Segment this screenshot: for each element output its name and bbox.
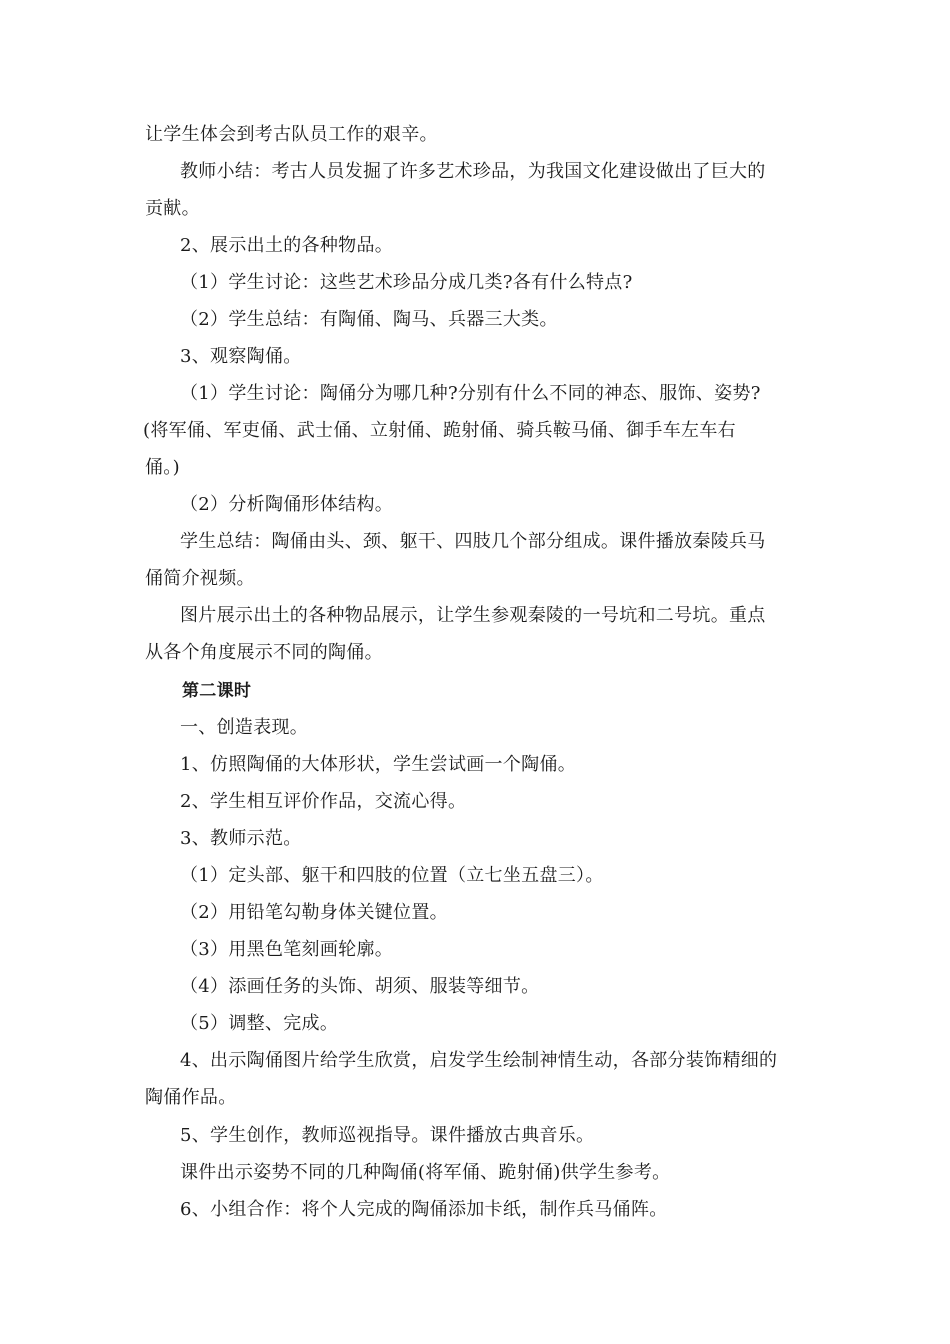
paragraph-line: 4、出示陶俑图片给学生欣赏，启发学生绘制神情生动，各部分装饰精细的 bbox=[180, 1050, 778, 1071]
paragraph-line: 1、仿照陶俑的大体形状，学生尝试画一个陶俑。 bbox=[180, 754, 577, 775]
paragraph-line: （3）用黑色笔刻画轮廓。 bbox=[180, 939, 394, 960]
paragraph-line: (将军俑、军吏俑、武士俑、立射俑、跪射俑、骑兵鞍马俑、御手车左车右 bbox=[143, 420, 736, 441]
paragraph-line: （2）用铅笔勾勒身体关键位置。 bbox=[180, 902, 448, 923]
paragraph-line: 2、学生相互评价作品，交流心得。 bbox=[180, 791, 467, 812]
paragraph-line: 贡献。 bbox=[145, 198, 200, 219]
paragraph-line: 让学生体会到考古队员工作的艰辛。 bbox=[145, 124, 438, 145]
paragraph-line: （1）定头部、躯干和四肢的位置（立七坐五盘三）。 bbox=[180, 865, 604, 886]
paragraph-line: （2）分析陶俑形体结构。 bbox=[180, 494, 394, 515]
paragraph-line: 学生总结：陶俑由头、颈、躯干、四肢几个部分组成。课件播放秦陵兵马 bbox=[180, 531, 766, 552]
paragraph-line: 教师小结：考古人员发掘了许多艺术珍品，为我国文化建设做出了巨大的 bbox=[180, 161, 766, 182]
paragraph-line: 课件出示姿势不同的几种陶俑(将军俑、跪射俑)供学生参考。 bbox=[180, 1162, 671, 1183]
paragraph-line: 2、展示出土的各种物品。 bbox=[180, 235, 394, 256]
paragraph-line: 陶俑作品。 bbox=[145, 1087, 237, 1108]
paragraph-line: 5、学生创作，教师巡视指导。课件播放古典音乐。 bbox=[180, 1125, 595, 1146]
paragraph-line: 俑。) bbox=[145, 457, 180, 478]
paragraph-line: 一、创造表现。 bbox=[180, 717, 309, 738]
paragraph-line: （1）学生讨论：陶俑分为哪几种?分别有什么不同的神态、服饰、姿势? bbox=[180, 383, 761, 404]
paragraph-line: 6、小组合作：将个人完成的陶俑添加卡纸，制作兵马俑阵。 bbox=[180, 1199, 668, 1220]
paragraph-line: （4）添画任务的头饰、胡须、服装等细节。 bbox=[180, 976, 540, 997]
paragraph-line: 从各个角度展示不同的陶俑。 bbox=[145, 642, 383, 663]
paragraph-line: （1）学生讨论：这些艺术珍品分成几类?各有什么特点? bbox=[180, 272, 633, 293]
paragraph-line: 3、观察陶俑。 bbox=[180, 346, 302, 367]
paragraph-line: 图片展示出土的各种物品展示，让学生参观秦陵的一号坑和二号坑。重点 bbox=[180, 605, 766, 626]
section-heading: 第二课时 bbox=[182, 681, 252, 701]
paragraph-line: （2）学生总结：有陶俑、陶马、兵器三大类。 bbox=[180, 309, 558, 330]
paragraph-line: （5）调整、完成。 bbox=[180, 1013, 339, 1034]
paragraph-line: 3、教师示范。 bbox=[180, 828, 302, 849]
paragraph-line: 俑简介视频。 bbox=[145, 568, 255, 589]
